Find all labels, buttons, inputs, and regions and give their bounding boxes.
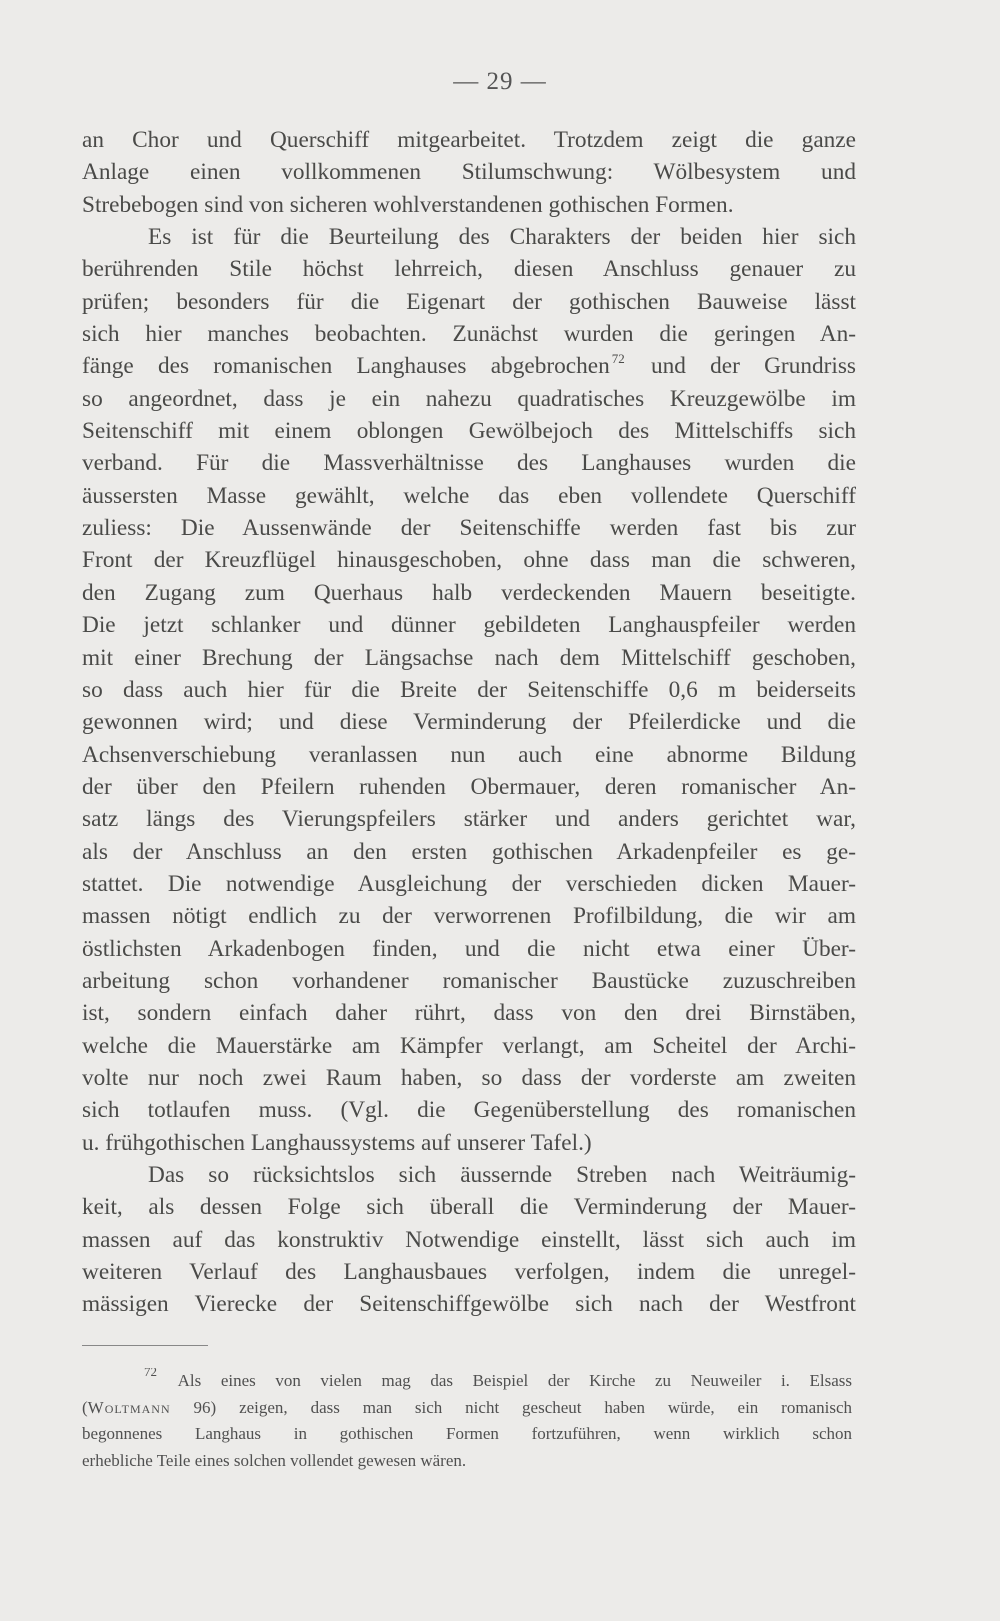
text-line-10: Seitenschiff mit einem oblongen Gewölbejoch des Mittelschiffs sich — [82, 418, 856, 445]
page-number: — 29 — — [453, 68, 547, 95]
text-line-15: den Zugang zum Querhaus halb verdeckenden Mauern beseitigte. — [82, 579, 856, 606]
text-line-4: Es ist für die Beurteilung des Charakters der beiden hier sich — [148, 224, 856, 251]
text-line-3: Strebebogen sind von sicheren wohlverstandenen gothischen Formen. — [82, 191, 734, 218]
author-name: Woltmann — [87, 1397, 171, 1417]
text-line-9: so angeordnet, dass je ein nahezu quadratisches Kreuzgewölbe im — [82, 385, 856, 412]
text-line-35: massen auf das konstruktiv Notwendige einstellt, lässt sich auch im — [82, 1226, 856, 1253]
footnote-line-2: (Woltmann 96) zeigen, dass man sich nicht gescheut haben würde, ein romanisch — [82, 1397, 852, 1417]
text-line-22: satz längs des Vierungspfeilers stärker und anders gerichtet war, — [82, 806, 856, 833]
footnote-line-3: begonnenes Langhaus in gothischen Formen fortzuführen, wenn wirklich schon — [82, 1424, 852, 1443]
footnote-line-1: $^{72}$ Als eines von vielen mag das Beispiel der Kirche zu Neuweiler i. Elsass — [82, 1368, 852, 1395]
text-line-14: Front der Kreuzflügel hinausgeschoben, ohne dass man die schweren, — [82, 547, 856, 574]
text-line-37: mässigen Vierecke der Seitenschiffgewölbe sich nach der Westfront — [82, 1291, 856, 1318]
text-line-34: keit, als dessen Folge sich überall die Verminderung der Mauer- — [82, 1194, 856, 1221]
text-line-16: Die jetzt schlanker und dünner gebildeten Langhauspfeiler werden — [82, 612, 856, 639]
footnote-marker-72: 72 — [144, 1368, 157, 1379]
footnotes — [82, 1368, 852, 1474]
footnote-line-4: erhebliche Teile eines solchen vollendet gewesen wären. — [82, 1450, 467, 1470]
text-line-6: prüfen; besonders für die Eigenart der gothischen Bauweise lässt — [82, 288, 856, 315]
text-line-1: an Chor und Querschiff mitgearbeitet. Trotzdem zeigt die ganze — [82, 127, 856, 153]
text-line-17: mit einer Brechung der Längsachse nach dem Mittelschiff geschoben, — [82, 644, 856, 671]
text-line-31: sich totlaufen muss. (Vgl. die Gegenüberstellung des romanischen — [82, 1097, 856, 1124]
body-text — [82, 124, 856, 1321]
footnote-ref-72[interactable]: 72 — [611, 351, 625, 367]
text-line-7: sich hier manches beobachten. Zunächst wurden die geringen An- — [82, 321, 856, 348]
text-line-27: arbeitung schon vorhandener romanischer Baustücke zuzuschreiben — [82, 967, 856, 994]
text-line-30: volte nur noch zwei Raum haben, so dass der vorderste am zweiten — [82, 1064, 856, 1091]
text-line-32: u. frühgothischen Langhaussystems auf unserer Tafel.) — [82, 1129, 592, 1156]
text-line-8: fänge des romanischen Langhauses abgebrochen $^{72}$ und der Grundriss — [82, 351, 856, 380]
text-line-28: ist, sondern einfach daher rührt, dass von den drei Birnstäben, — [82, 1000, 856, 1027]
text-line-26: östlichsten Arkadenbogen finden, und die nicht etwa einer Über- — [82, 935, 856, 962]
text-line-23: als der Anschluss an den ersten gothischen Arkadenpfeiler es ge- — [82, 838, 856, 865]
text-line-29: welche die Mauerstärke am Kämpfer verlangt, am Scheitel der Archi- — [82, 1032, 856, 1059]
text-line-5: berührenden Stile höchst lehrreich, diesen Anschluss genauer zu — [82, 256, 856, 283]
text-line-36: weiteren Verlauf des Langhausbaues verfolgen, indem die unregel- — [82, 1259, 856, 1286]
text-line-11: verband. Für die Massverhältnisse des Langhauses wurden die — [82, 450, 856, 477]
text-line-25: massen nötigt endlich zu der verworrenen Profilbildung, die wir am — [82, 903, 856, 930]
text-line-20: Achsenverschiebung veranlassen nun auch eine abnorme Bildung — [82, 741, 856, 768]
text-line-2: Anlage einen vollkommenen Stilumschwung: Wölbesystem und — [82, 159, 856, 186]
text-line-18: so dass auch hier für die Breite der Seitenschiffe 0,6 m beiderseits — [82, 676, 856, 703]
footnote-divider — [82, 1345, 208, 1346]
text-line-19: gewonnen wird; und diese Verminderung der Pfeilerdicke und die — [82, 709, 856, 736]
text-line-13: zuliess: Die Aussenwände der Seitenschiffe werden fast bis zur — [82, 515, 856, 542]
text-line-12: äussersten Masse gewählt, welche das eben vollendete Querschiff — [82, 482, 856, 509]
text-line-24: stattet. Die notwendige Ausgleichung der verschieden dicken Mauer- — [82, 870, 856, 897]
text-line-21: der über den Pfeilern ruhenden Obermauer, deren romanischer An- — [82, 773, 856, 800]
text-line-33: Das so rücksichtslos sich äussernde Streben nach Weiträumig- — [148, 1162, 856, 1188]
